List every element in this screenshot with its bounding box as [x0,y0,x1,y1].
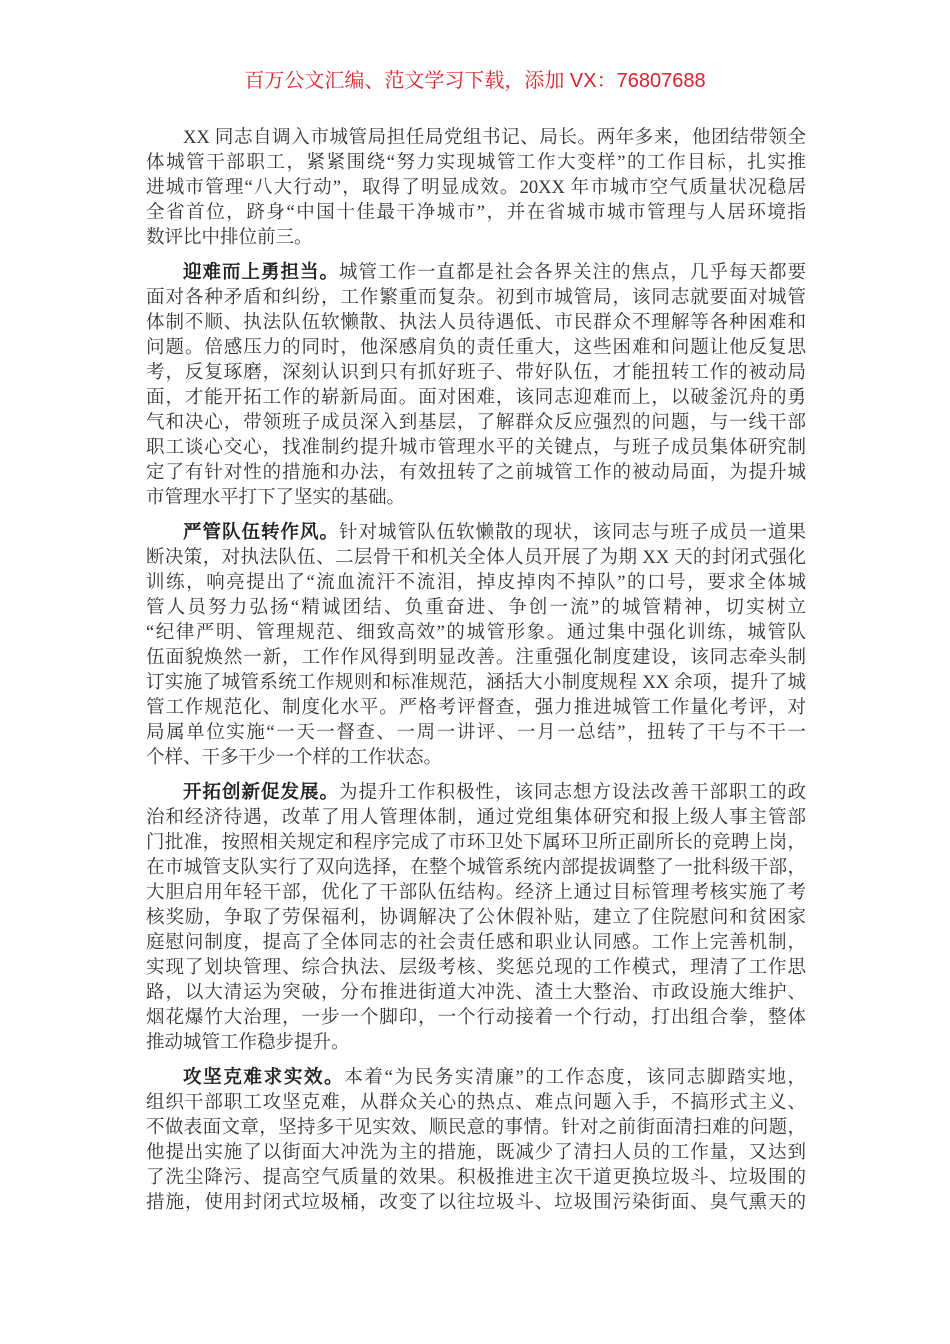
line-text: 断决策，对执法队伍、二层骨干和机关全体人员开展了为期 XX 天的封闭式强化 [146,548,806,568]
line-text: 进城市管理“八大行动”，取得了明显成效。20XX 年市城市空气质量状况稳居 [146,178,806,198]
line-text: 措施，使用封闭式垃圾桶，改变了以往垃圾斗、垃圾围污染街面、臭气熏天的 [146,1193,806,1213]
line-text: 路，以大清运为突破，分布推进街道大冲洗、渣土大整治、市政设施大维护、 [146,983,806,1003]
line-text: 个样、干多干少一个样的工作状态。 [146,748,443,768]
line-text: 了洗尘降污、提高空气质量的效果。积极推进主次干道更换垃圾斗、垃圾围的 [146,1168,806,1188]
line-text: 订实施了城管系统工作规则和标准规范，涵括大小制度规程 XX 余项，提升了城 [146,673,806,693]
text-line [146,436,806,461]
text-line [146,226,806,251]
text-line [146,361,806,386]
line-text: 问题。倍感压力的同时，他深感肩负的责任重大，这些困难和问题让他反复思 [146,338,806,358]
text-line [146,881,806,906]
text-line [146,201,806,226]
text-line [146,781,806,806]
line-text: 定了有针对性的措施和办法，有效扭转了之前城管工作的被动局面，为提升城 [146,463,806,483]
text-line [146,831,806,856]
line-text: 面，才能开拓工作的崭新局面。面对困难，该同志迎难而上，以破釜沉舟的勇 [146,388,806,408]
download-banner: 百万公文汇编、范文学习下载，添加 VX：76807688 [244,70,706,92]
paragraph-heading: 攻坚克难求实效。 [183,1068,345,1088]
text-line [146,621,806,646]
text-line [146,151,806,176]
line-text: 伍面貌焕然一新，工作作风得到明显改善。注重强化制度建设，该同志牵头制 [146,648,806,668]
line-text: 在市城管支队实行了双向选择，在整个城管系统内部提拔调整了一批科级干部， [146,858,806,878]
line-text: 他提出实施了以街面大冲洗为主的措施，既减少了清扫人员的工作量，又达到 [146,1143,806,1163]
paragraph-heading: 开拓创新促发展。 [183,783,339,803]
text-line [146,126,806,151]
line-text: XX 同志自调入市城管局担任局党组书记、局长。两年多来，他团结带领全 [183,128,806,148]
line-text: 组织干部职工攻坚克难，从群众关心的热点、难点问题入手，不搞形式主义、 [146,1093,806,1113]
line-text: 职工谈心交心，找准制约提升城市管理水平的关键点，与班子成员集体研究制 [146,438,806,458]
text-line [146,1166,806,1191]
text-line [146,906,806,931]
line-text: 推动城管工作稳步提升。 [146,1033,350,1053]
text-line [146,646,806,671]
text-line [146,856,806,881]
text-line [146,386,806,411]
line-text: 市管理水平打下了坚实的基础。 [146,488,406,508]
line-text: 数评比中排位前三。 [146,228,313,248]
line-text: 庭慰问制度，提高了全体同志的社会责任感和职业认同感。工作上完善机制， [146,933,806,953]
document-body [146,126,806,1226]
line-text: 门批准，按照相关规定和程序完成了市环卫处下属环卫所正副所长的竞聘上岗， [146,833,806,853]
text-line [146,746,806,771]
line-text: 烟花爆竹大治理，一步一个脚印，一个行动接着一个行动，打出组合拳，整体 [146,1008,806,1028]
line-text: 实现了划块管理、综合执法、层级考核、奖惩兑现的工作模式，理清了工作思 [146,958,806,978]
text-line [146,1141,806,1166]
paragraph-heading: 严管队伍转作风。 [183,523,339,543]
text-line [146,571,806,596]
text-line [146,486,806,511]
line-text: 全省首位，跻身“中国十佳最干净城市”，并在省城市城市管理与人居环境指 [146,203,806,223]
text-line [146,671,806,696]
line-text: 大胆启用年轻干部，优化了干部队伍结构。经济上通过目标管理考核实施了考 [146,883,806,903]
text-line [146,286,806,311]
text-line [146,336,806,361]
text-line [146,981,806,1006]
text-line [146,1116,806,1141]
text-line [146,521,806,546]
line-text: 体制不顺、执法队伍软懒散、执法人员待遇低、市民群众不理解等各种困难和 [146,313,806,333]
line-text: 治和经济待遇，改革了用人管理体制，通过党组集体研究和报上级人事主管部 [146,808,806,828]
line-text: 考，反复琢磨，深刻认识到只有抓好班子、带好队伍，才能扭转工作的被动局 [146,363,806,383]
text-line [146,721,806,746]
line-text: 管工作规范化、制度化水平。严格考评督查，强力推进城管工作量化考评，对 [146,698,806,718]
line-text: 核奖励，争取了劳保福利，协调解决了公休假补贴，建立了住院慰问和贫困家 [146,908,806,928]
paragraph [146,261,806,511]
line-text: 气和决心，带领班子成员深入到基层，了解群众反应强烈的问题，与一线干部 [146,413,806,433]
line-text: 针对城管队伍软懒散的现状，该同志与班子成员一道果 [339,523,806,543]
line-text: 不做表面文章，坚持多干见实效、顺民意的事情。针对之前街面清扫难的问题， [146,1118,806,1138]
text-line [146,176,806,201]
line-text: “纪律严明、管理规范、细致高效”的城管形象。通过集中强化训练，城管队 [146,623,806,643]
text-line [146,1091,806,1116]
text-line [146,1191,806,1216]
line-text: 局属单位实施“一天一督查、一周一讲评、一月一总结”，扭转了干与不干一 [146,723,806,743]
text-line [146,261,806,286]
paragraph-heading: 迎难而上勇担当。 [183,263,339,283]
line-text: 面对各种矛盾和纠纷，工作繁重而复杂。初到市城管局，该同志就要面对城管 [146,288,806,308]
text-line [146,461,806,486]
line-text: 城管工作一直都是社会各界关注的焦点，几乎每天都要 [339,263,806,283]
text-line [146,1006,806,1031]
text-line [146,806,806,831]
paragraph [146,781,806,1056]
paragraph [146,1066,806,1216]
paragraph [146,521,806,771]
text-line [146,311,806,336]
line-text: 管人员努力弘扬“精诚团结、负重奋进、争创一流”的城管精神，切实树立 [146,598,806,618]
text-line [146,956,806,981]
line-text: 为提升工作积极性，该同志想方设法改善干部职工的政 [339,783,806,803]
text-line [146,931,806,956]
text-line [146,411,806,436]
text-line [146,696,806,721]
text-line [146,1066,806,1091]
text-line [146,596,806,621]
paragraph [146,126,806,251]
line-text: 本着“为民务实清廉”的工作态度，该同志脚踏实地， [344,1068,806,1088]
text-line [146,1031,806,1056]
line-text: 体城管干部职工，紧紧围绕“努力实现城管工作大变样”的工作目标，扎实推 [146,153,806,173]
text-line [146,546,806,571]
line-text: 训练，响亮提出了“流血流汗不流泪，掉皮掉肉不掉队”的口号，要求全体城 [146,573,806,593]
